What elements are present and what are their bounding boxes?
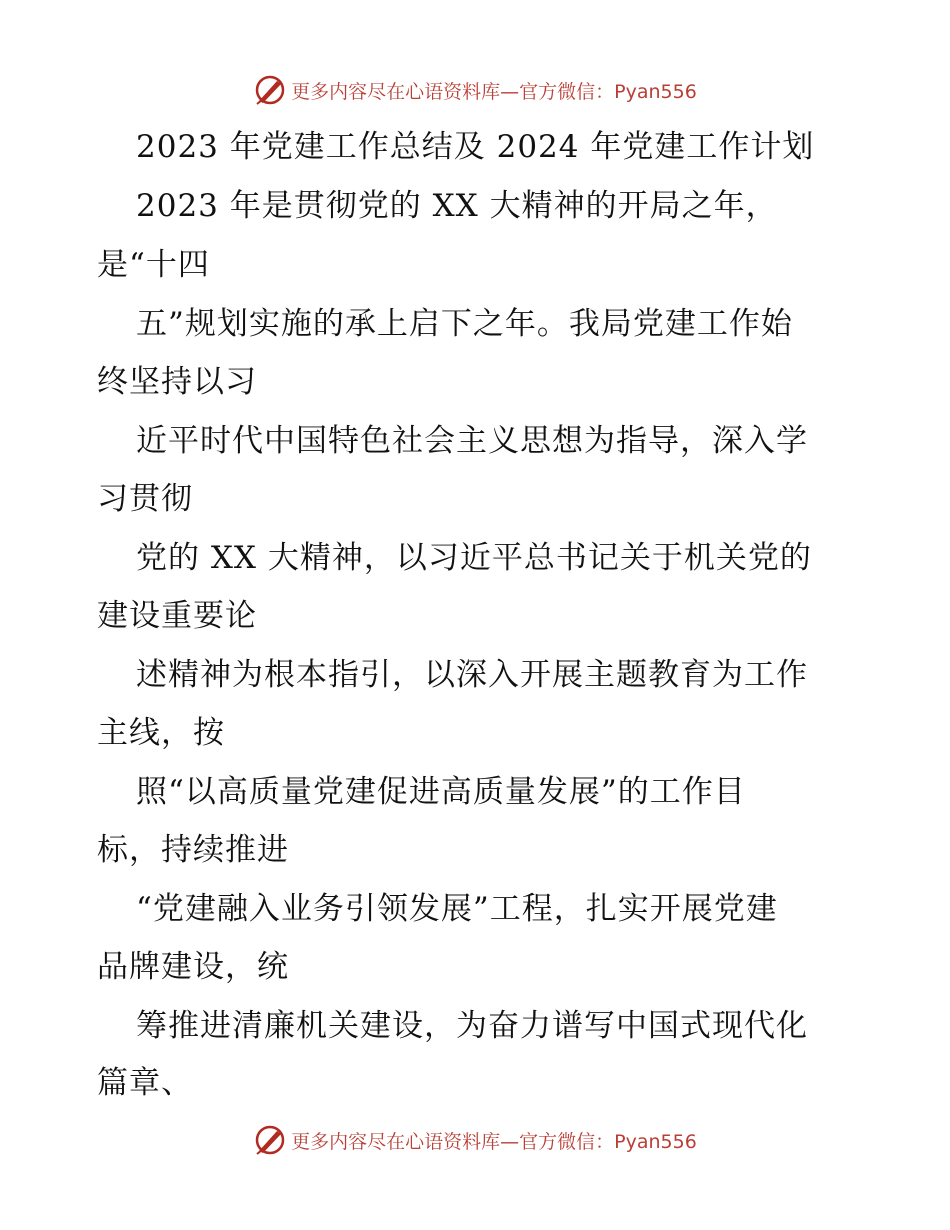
paragraph-line: 五”规划实施的承上启下之年。我局党建工作始	[136, 306, 793, 342]
paragraph-line: 照“以高质量党建促进高质量发展”的工作目	[136, 774, 746, 810]
watermark-text: 更多内容尽在心语资料库—官方微信：Pyan556	[291, 1130, 697, 1153]
document-title: 2023 年党建工作总结及 2024 年党建工作计划	[136, 129, 815, 165]
pen-circle-logo-icon	[253, 1123, 287, 1157]
paragraph-line: 习贯彻	[97, 481, 193, 517]
paragraph-line: 建设重要论	[97, 598, 257, 634]
paragraph-line: 篇章、	[97, 1065, 193, 1101]
watermark-text: 更多内容尽在心语资料库—官方微信：Pyan556	[291, 80, 697, 103]
paragraph-line: 党的 XX 大精神，以习近平总书记关于机关党的	[136, 540, 812, 576]
header-watermark	[0, 70, 950, 110]
paragraph-line: 筹推进清廉机关建设，为奋力谱写中国式现代化	[136, 1008, 808, 1044]
paragraph-line: 主线，按	[97, 715, 225, 751]
paragraph-line: “党建融入业务引领发展”工程，扎实开展党建	[136, 891, 778, 927]
paragraph-line: 近平时代中国特色社会主义思想为指导，深入学	[136, 423, 808, 459]
paragraph-line: 终坚持以习	[97, 364, 257, 400]
paragraph-line: 2023 年是贯彻党的 XX 大精神的开局之年，	[136, 188, 778, 224]
paragraph-line: 品牌建设，统	[97, 949, 289, 985]
paragraph-line: 述精神为根本指引，以深入开展主题教育为工作	[136, 657, 808, 693]
pen-circle-logo-icon	[253, 73, 287, 107]
paragraph-line: 标，持续推进	[97, 832, 289, 868]
footer-watermark	[0, 1120, 950, 1160]
paragraph-line: 是“十四	[97, 247, 210, 283]
